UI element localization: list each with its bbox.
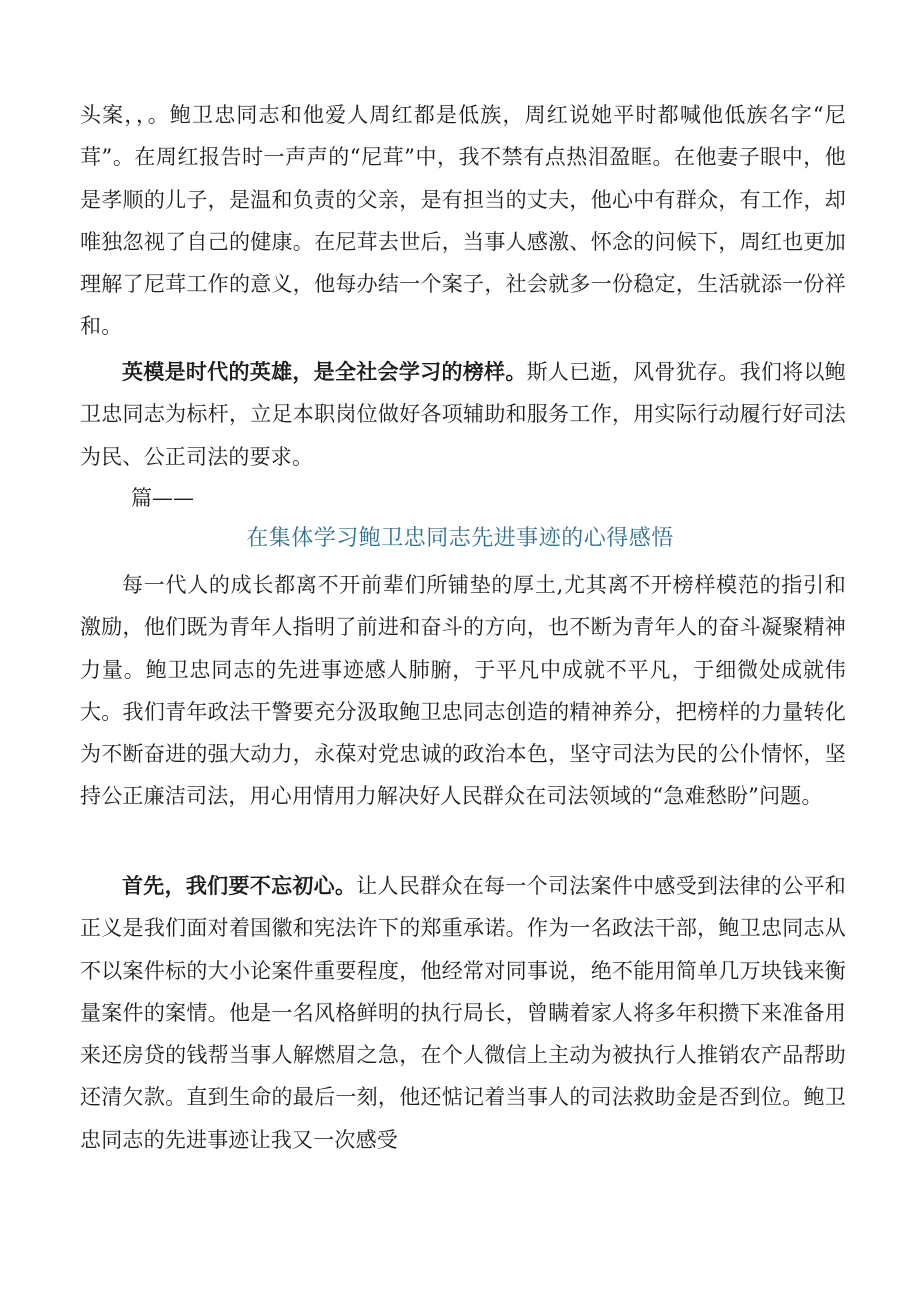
paragraph-1: [80, 94, 846, 348]
paragraph-2-lead: 英模是时代的英雄，是全社会学习的榜样。: [122, 359, 527, 384]
section-label: 篇——: [131, 486, 194, 510]
paragraph-2-text: 斯人已逝，风骨犹存。我们将以鲍卫忠同志为标杆，立足本职岗位做好各项辅助和服务工作，用实际行动履行好司法为民、公正司法的要求。: [80, 360, 846, 469]
paragraph-4-text: 让人民群众在每一个司法案件中感受到法律的公平和正义是我们面对着国徽和宪法许下的郑重承诺。作为一名政法干部，鲍卫忠同志从不以案件标的大小论案件重要程度，他经常对同事说，绝不能用简单几万块钱来衡量案件的案情。他是一名风格鲜明的执行局长，曾瞒着家人将多年积攒下来准备用来还房贷的钱帮当事人解燃眉之急，在个人微信上主动为被执行人推销农产品帮助还清欠款。直到生命的最后一刻，他还惦记着当事人的司法救助金是否到位。鲍卫忠同志的先进事迹让我又一次感受: [80, 874, 846, 1152]
paragraph-2: [80, 351, 846, 478]
paragraph-4-lead: 首先，我们要不忘初心。: [122, 873, 357, 898]
paragraph-3: [80, 564, 846, 818]
paragraph-4: [80, 865, 846, 1161]
section-title: 在集体学习鲍卫忠同志先进事迹的心得感悟: [246, 526, 674, 551]
paragraph-3-text: 每一代人的成长都离不开前辈们所铺垫的厚土,尤其离不开榜样模范的指引和激励，他们既为青年人指明了前进和奋斗的方向，也不断为青年人的奋斗凝聚精神力量。鲍卫忠同志的先进事迹感人肺腑，于平凡中成就不平凡，于细微处成就伟大。我们青年政法干警要充分汲取鲍卫忠同志创造的精神养分，把榜样的力量转化为不断奋进的强大动力，永葆对党忠诚的政治本色，坚守司法为民的公仆情怀，坚持公正廉洁司法，用心用情用力解决好人民群众在司法领域的“急难愁盼”问题。: [80, 573, 846, 809]
paragraph-1-text: 头案，，。鲍卫忠同志和他爱人周红都是低族，周红说她平时都喊他低族名字“尼茸”。在周红报告时一声声的“尼茸”中，我不禁有点热泪盈眶。在他妻子眼中，他是孝顺的儿子，是温和负责的父亲，是有担当的丈夫，他心中有群众，有工作，却唯独忽视了自己的健康。在尼茸去世后，当事人感激、怀念的问候下，周红也更加理解了尼茸工作的意义，他每办结一个案子，社会就多一份稳定，生活就添一份祥和。: [80, 103, 846, 339]
